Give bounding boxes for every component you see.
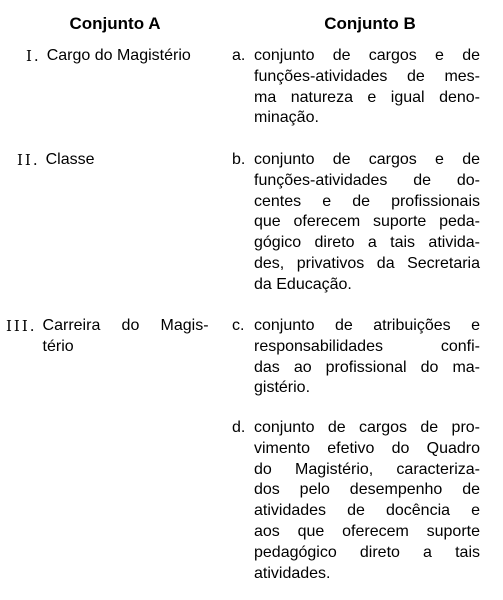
item-marker: a. [232, 47, 246, 64]
item-line: minação. [254, 109, 319, 127]
item-text [254, 316, 480, 399]
item-text [254, 418, 480, 584]
item-marker: III. [6, 317, 37, 335]
item-line: centes e de profissionais [254, 192, 480, 210]
item-text [40, 150, 95, 171]
item-line: responsabilidades confi- [254, 337, 480, 355]
item-marker: c. [232, 317, 245, 334]
item-line: funções-atividades de mes- [254, 67, 480, 85]
item-line: Cargo do Magistério [46, 47, 191, 64]
set-b-item-d [232, 418, 480, 584]
item-text [41, 46, 191, 67]
set-a-item-1 [26, 46, 226, 67]
item-line: pedagógico direto a tais [254, 543, 480, 561]
item-line: conjunto de cargos de pro- [254, 419, 480, 436]
item-text [254, 46, 480, 129]
item-line: gógico direto a tais ativida- [254, 234, 480, 252]
item-line: conjunto de atribuições e [254, 317, 480, 334]
set-b-item-a [232, 46, 480, 129]
item-line: Carreira do Magis- [42, 317, 209, 334]
item-marker: I. [26, 47, 41, 65]
item-marker: II. [17, 151, 40, 169]
item-line: das ao profissional do ma- [254, 358, 480, 376]
set-b-item-b [232, 150, 480, 296]
set-b-header: Conjunto B [324, 14, 416, 33]
item-line: da Educação. [254, 275, 352, 293]
set-a-item-3 [6, 316, 221, 358]
item-line: que oferecem suporte peda- [254, 213, 480, 231]
item-line: vimento efetivo do Quadro [254, 439, 480, 457]
item-marker: d. [232, 419, 246, 436]
item-line: Classe [45, 151, 95, 168]
set-b-item-c [232, 316, 480, 399]
item-line: atividades de docência e [254, 502, 480, 520]
item-marker: b. [232, 151, 246, 168]
set-a-item-2 [17, 150, 217, 171]
set-a-header: Conjunto A [69, 14, 161, 33]
item-line: conjunto de cargos e de [254, 151, 480, 168]
item-line: tério [42, 337, 74, 355]
item-line: conjunto de cargos e de [254, 47, 480, 64]
item-line: atividades. [254, 564, 331, 582]
item-text [254, 150, 480, 296]
item-line: ma natureza e igual deno- [254, 88, 480, 106]
item-line: gistério. [254, 379, 311, 397]
item-line: do Magistério, caracteriza- [254, 460, 480, 478]
item-line: aos que oferecem suporte [254, 522, 480, 540]
item-line: funções-atividades de do- [254, 171, 480, 189]
item-line: dos pelo desempenho de [254, 481, 480, 499]
item-line: des, privativos da Secretaria [254, 254, 480, 272]
item-text [37, 316, 209, 358]
